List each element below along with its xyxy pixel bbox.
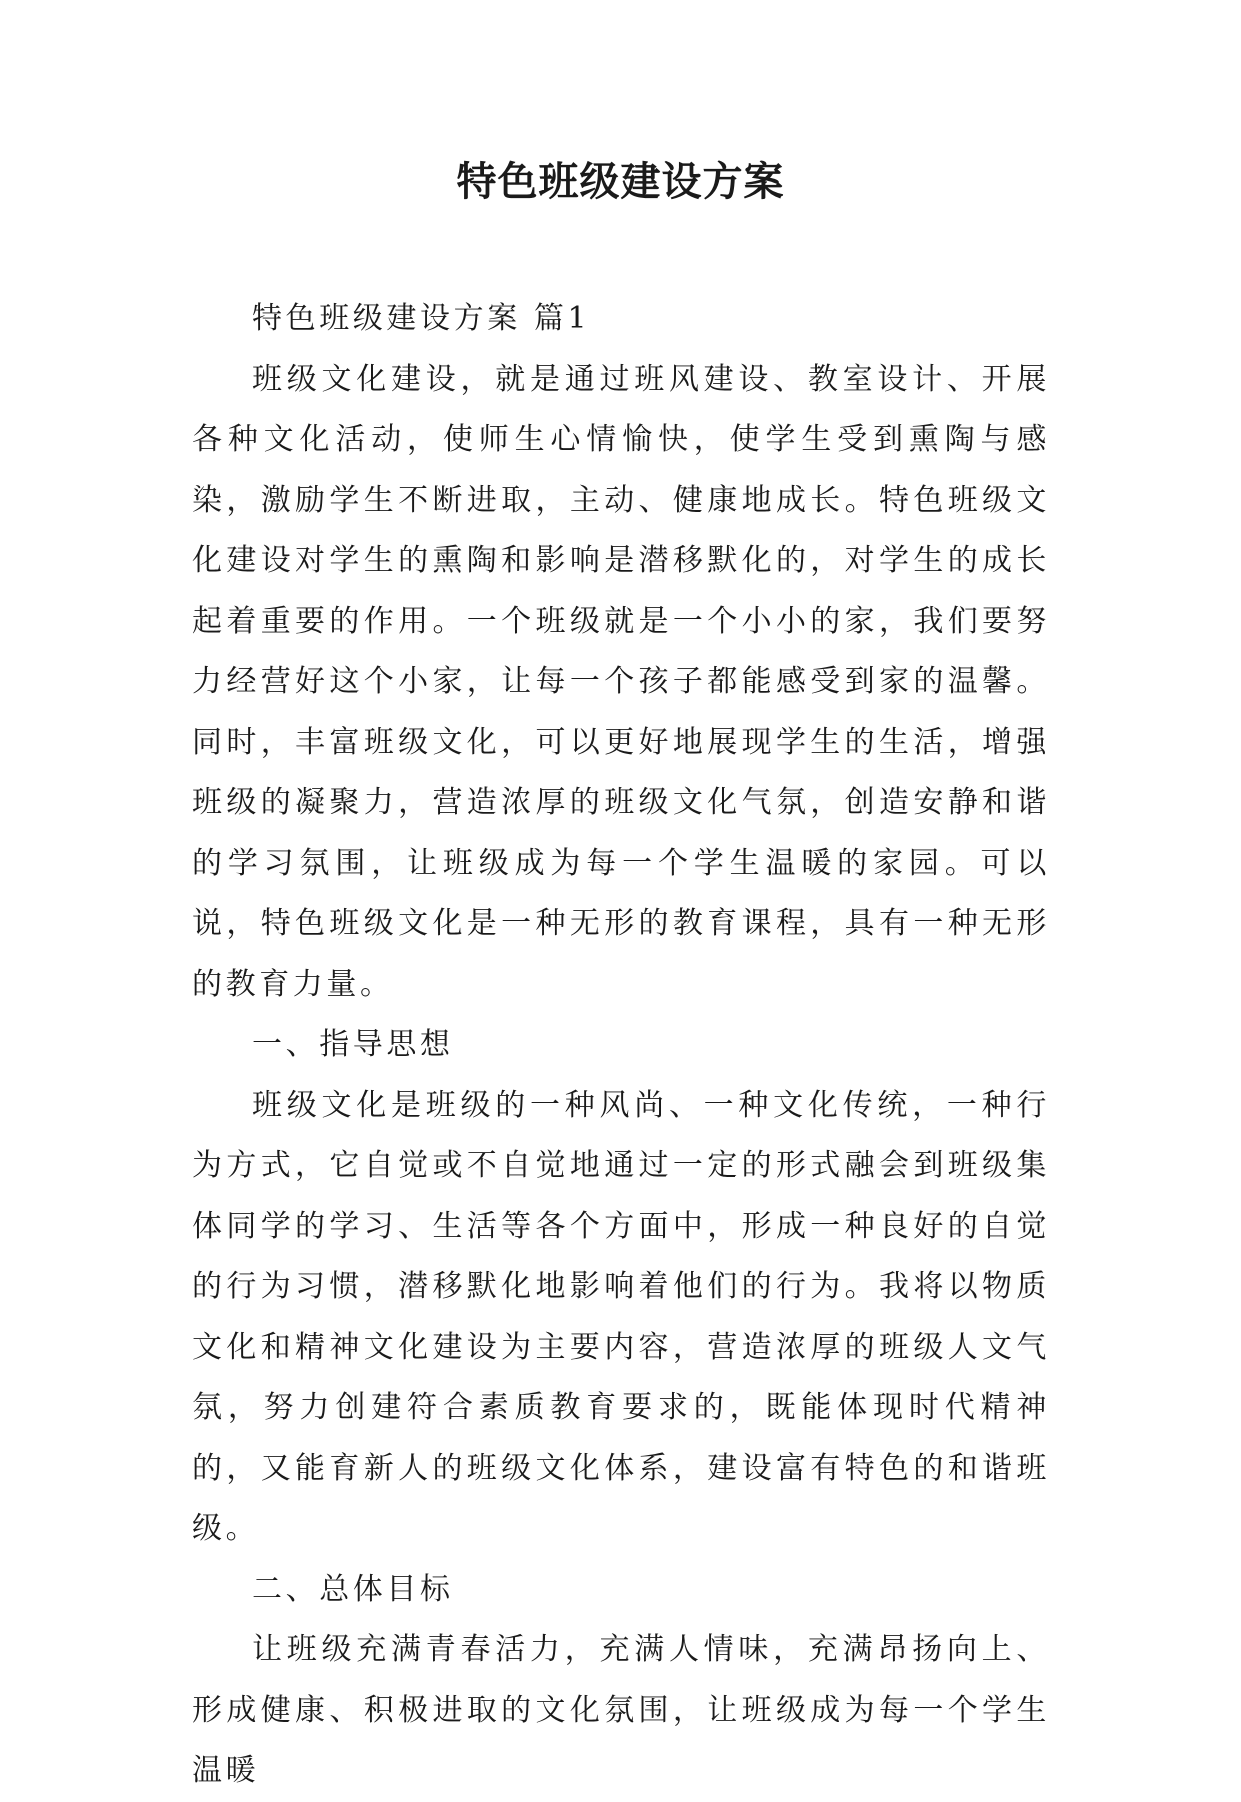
section-heading-guiding-ideology: 一、指导思想 [252, 1027, 454, 1062]
intro-paragraph: 班级文化建设，就是通过班风建设、教室设计、开展各种文化活动，使师生心情愉快，使学生受到熏陶与感染，激励学生不断进取，主动、健康地成长。特色班级文化建设对学生的熏陶和影响是潜移默化的，对学生的成长起着重要的作用。一个班级就是一个小小的家，我们要努力经营好这个小家，让每一个孩子都能感受到家的温馨。同时，丰富班级文化，可以更好地展现学生的生活，增强班级的凝聚力，营造浓厚的班级文化气氛，创造安静和谐的学习氛围，让班级成为每一个学生温暖的家园。可以说，特色班级文化是一种无形的教育课程，具有一种无形的教育力量。 [192, 361, 1050, 1002]
overall-goal-paragraph: 让班级充满青春活力，充满人情味，充满昂扬向上、形成健康、积极进取的文化氛围，让班级成为每一个学生温暖 [192, 1632, 1050, 1788]
section-heading-overall-goal: 二、总体目标 [252, 1571, 454, 1607]
document-title: 特色班级建设方案 [456, 158, 785, 205]
section-heading-part-1: 特色班级建设方案 篇1 [252, 301, 591, 336]
document-body [192, 289, 1050, 1802]
guiding-ideology-paragraph: 班级文化是班级的一种风尚、一种文化传统，一种行为方式，它自觉或不自觉地通过一定的形式融会到班级集体同学的学习、生活等各个方面中，形成一种良好的自觉的行为习惯，潜移默化地影响着他们的行为。我将以物质文化和精神文化建设为主要内容，营造浓厚的班级人文气氛，努力创建符合素质教育要求的，既能体现时代精神的，又能育新人的班级文化体系，建设富有特色的和谐班级。 [192, 1087, 1050, 1546]
